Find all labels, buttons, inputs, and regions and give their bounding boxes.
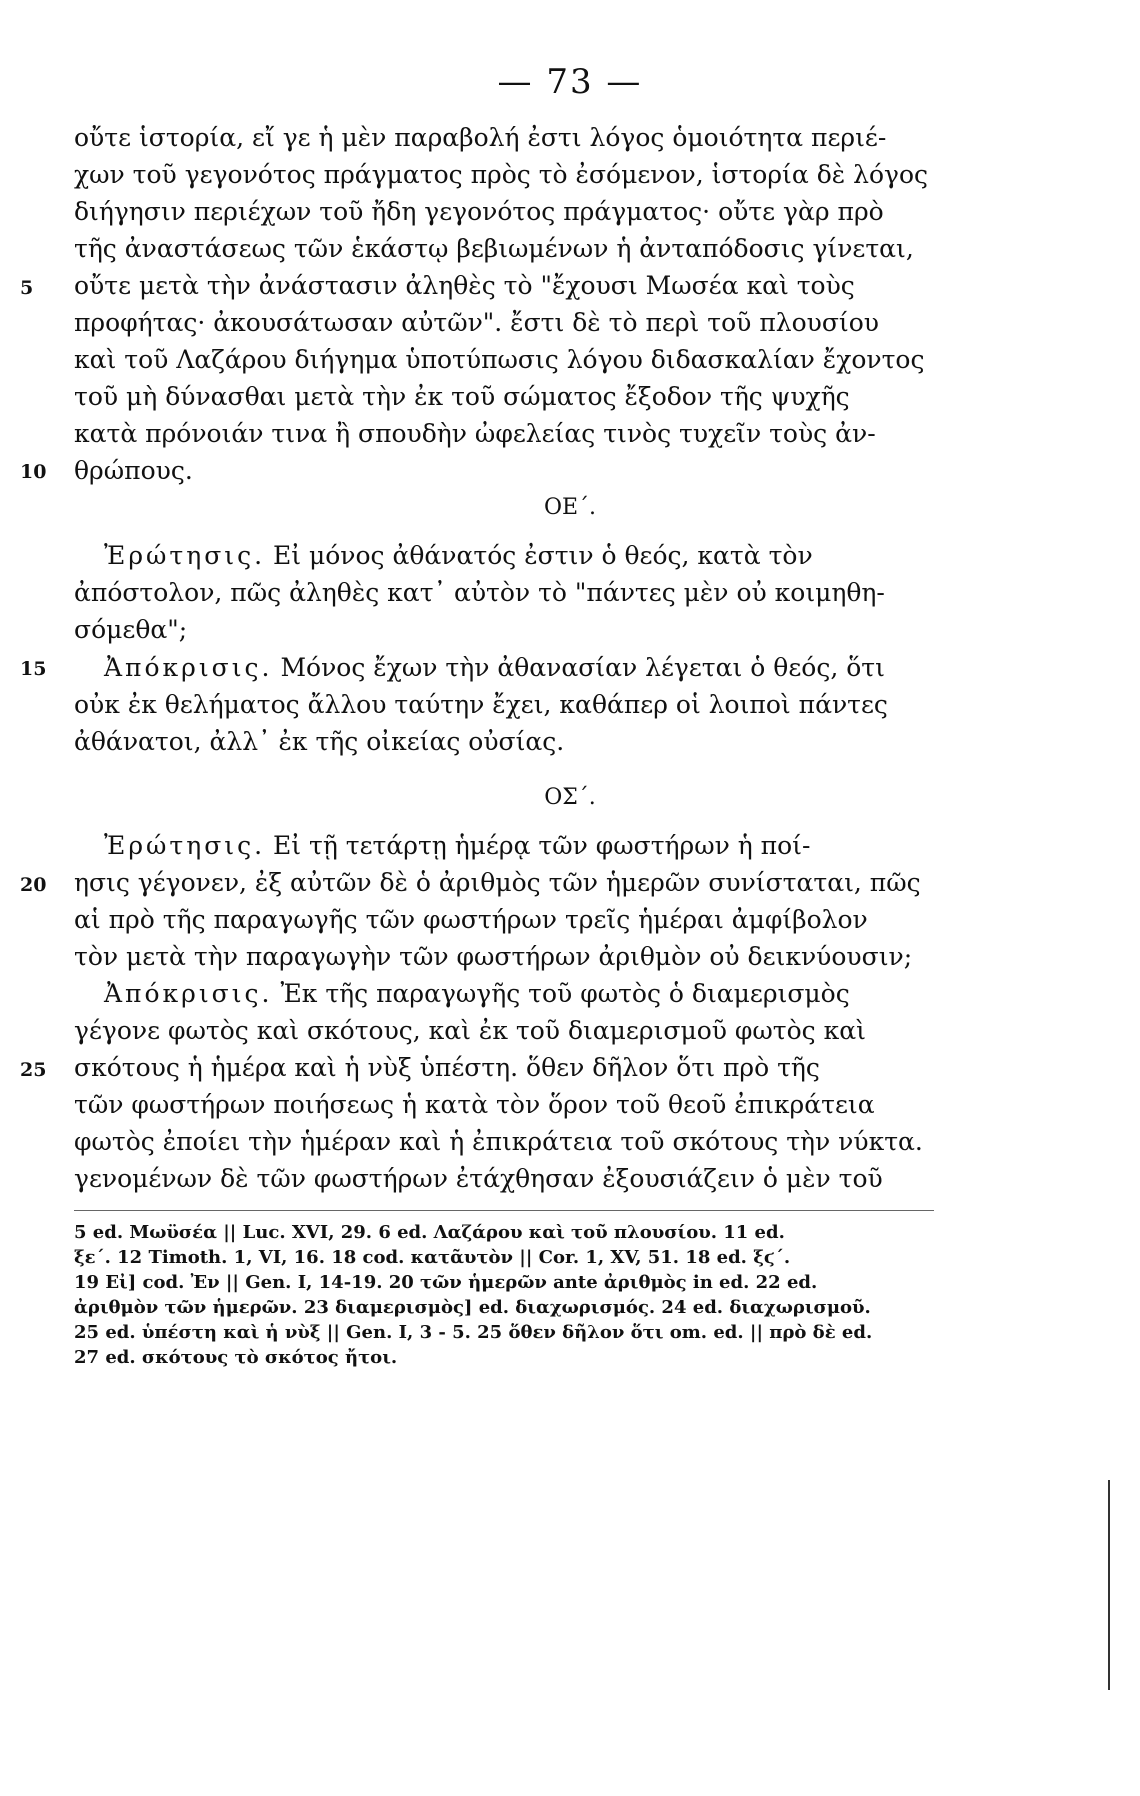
- footnote-line: ξε΄. 12 Timoth. 1, VI, 16. 18 cod. κατᾶυτὸν || Cor. 1, XV, 51. 18 ed. ξϛ΄.: [74, 1247, 791, 1268]
- text-line: τῶν φωστήρων ποιήσεως ἡ κατὰ τὸν ὅρον τοῦ θεοῦ ἐπικράτεια: [74, 1090, 875, 1119]
- text-line: [104, 976, 934, 1012]
- footnote-line: 5 ed. Μωϋσέα || Luc. XVI, 29. 6 ed. Λαζάρου καὶ τοῦ πλουσίου. 11 ed.: [74, 1222, 785, 1243]
- text-line: γέγονε φωτὸς καὶ σκότους, καὶ ἐκ τοῦ διαμερισμοῦ φωτὸς καὶ: [74, 1016, 866, 1045]
- text-line: ἀπόστολον, πῶς ἀληθὲς κατ᾽ αὐτὸν τὸ "πάντες μὲν οὐ κοιμηθη-: [74, 578, 885, 607]
- question-label: Ἐρώτησις.: [104, 541, 266, 570]
- text-line: γενομένων δὲ τῶν φωστήρων ἐτάχθησαν ἐξουσιάζειν ὁ μὲν τοῦ: [74, 1164, 883, 1193]
- text-line: φωτὸς ἐποίει τὴν ἡμέραν καὶ ἡ ἐπικράτεια τοῦ σκότους τὴν νύκτα.: [74, 1127, 923, 1156]
- section-heading: ΟΕ΄.: [543, 495, 597, 520]
- footnote-line: 27 ed. σκότους τὸ σκότος ἤτοι.: [74, 1347, 398, 1368]
- text-line: χων τοῦ γεγονότος πράγματος πρὸς τὸ ἐσόμενον, ἱστορία δὲ λόγος: [74, 160, 928, 189]
- text-line: καὶ τοῦ Λαζάρου διήγημα ὑποτύπωσις λόγου διδασκαλίαν ἔχοντος: [74, 345, 925, 374]
- footnote-line: 25 ed. ὑπέστη καὶ ἡ νὺξ || Gen. I, 3 - 5. 25 ὅθεν δῆλον ὅτι om. ed. || πρὸ δὲ ed.: [74, 1322, 873, 1343]
- footnote-divider: [74, 1210, 934, 1211]
- text-line: αἱ πρὸ τῆς παραγωγῆς τῶν φωστήρων τρεῖς ἡμέραι ἀμφίβολον: [74, 905, 868, 934]
- question-text: Εἰ τῇ τετάρτῃ ἡμέρᾳ τῶν φωστήρων ἡ ποί-: [273, 831, 811, 860]
- line-number: 20: [20, 874, 47, 896]
- text-line: οὔτε μετὰ τὴν ἀνάστασιν ἀληθὲς τὸ "ἔχουσι Μωσέα καὶ τοὺς: [74, 271, 855, 300]
- answer-label: Ἀπόκρισις.: [104, 979, 273, 1008]
- text-line: [104, 828, 934, 864]
- text-line: τῆς ἀναστάσεως τῶν ἑκάστῳ βεβιωμένων ἡ ἀνταπόδοσις γίνεται,: [74, 234, 914, 263]
- text-line: τοῦ μὴ δύνασθαι μετὰ τὴν ἐκ τοῦ σώματος ἔξοδον τῆς ψυχῆς: [74, 382, 850, 411]
- text-line: θρώπους.: [74, 456, 193, 485]
- text-line: οὔτε ἱστορία, εἴ γε ἡ μὲν παραβολή ἐστι λόγος ὁμοιότητα περιέ-: [74, 123, 887, 152]
- answer-text: Ἐκ τῆς παραγωγῆς τοῦ φωτὸς ὁ διαμερισμὸς: [280, 979, 850, 1008]
- text-line: προφήτας· ἀκουσάτωσαν αὐτῶν". ἔστι δὲ τὸ περὶ τοῦ πλουσίου: [74, 308, 879, 337]
- text-line: τὸν μετὰ τὴν παραγωγὴν τῶν φωστήρων ἀριθμὸν οὐ δεικνύουσιν;: [74, 942, 913, 971]
- section-heading: ΟΣ΄.: [544, 785, 596, 810]
- line-number: 5: [20, 277, 34, 299]
- text-line: [104, 650, 934, 686]
- question-label: Ἐρώτησις.: [104, 831, 266, 860]
- scan-edge-mark: [1108, 1480, 1110, 1690]
- text-line: ἀθάνατοι, ἀλλ᾽ ἐκ τῆς οἰκείας οὐσίας.: [74, 727, 565, 756]
- text-line: σόμεθα";: [74, 615, 188, 644]
- answer-label: Ἀπόκρισις.: [104, 653, 273, 682]
- line-number: 25: [20, 1059, 47, 1081]
- footnote-line: ἀριθμὸν τῶν ἡμερῶν. 23 διαμερισμὸς] ed. διαχωρισμός. 24 ed. διαχωρισμοῦ.: [74, 1297, 871, 1318]
- text-line: διήγησιν περιέχων τοῦ ἤδη γεγονότος πράγματος· οὔτε γὰρ πρὸ: [74, 197, 884, 226]
- text-line: ησις γέγονεν, ἐξ αὐτῶν δὲ ὁ ἀριθμὸς τῶν ἡμερῶν συνίσταται, πῶς: [74, 868, 921, 897]
- page-number: — 73 —: [497, 62, 643, 102]
- answer-text: Μόνος ἔχων τὴν ἀθανασίαν λέγεται ὁ θεός, ὅτι: [280, 653, 885, 682]
- footnote-line: 19 Εἰ] cod. Ἐν || Gen. I, 14-19. 20 τῶν ἡμερῶν ante ἀριθμὸς in ed. 22 ed.: [74, 1272, 818, 1293]
- text-line: κατὰ πρόνοιάν τινα ἢ σπουδὴν ὠφελείας τινὸς τυχεῖν τοὺς ἀν-: [74, 419, 876, 448]
- text-line: οὐκ ἐκ θελήματος ἄλλου ταύτην ἔχει, καθάπερ οἱ λοιποὶ πάντες: [74, 690, 888, 719]
- question-text: Εἰ μόνος ἀθάνατός ἐστιν ὁ θεός, κατὰ τὸν: [273, 541, 813, 570]
- line-number: 15: [20, 658, 47, 680]
- text-line: [104, 538, 934, 574]
- text-line: σκότους ἡ ἡμέρα καὶ ἡ νὺξ ὑπέστη. ὅθεν δῆλον ὅτι πρὸ τῆς: [74, 1053, 820, 1082]
- line-number: 10: [20, 461, 47, 483]
